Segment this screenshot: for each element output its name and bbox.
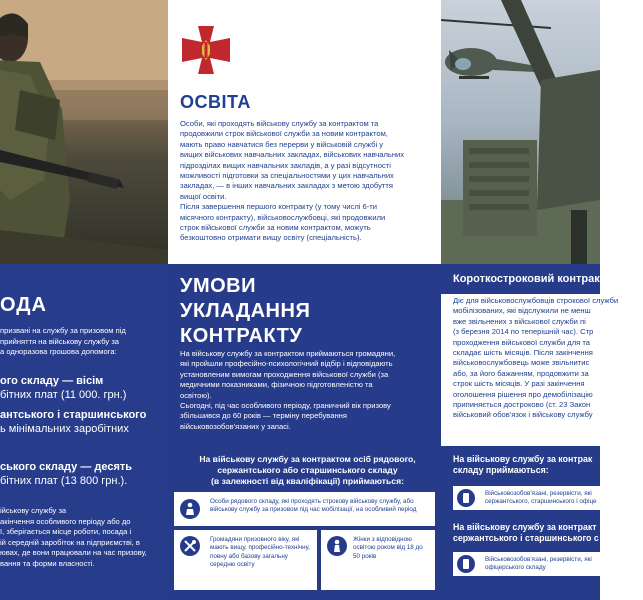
- soldier-icon: [180, 499, 200, 519]
- payment-amount-privates: ого складу — вісім бітних плат (11 000. грн.): [0, 375, 127, 401]
- education-section: [168, 0, 441, 264]
- eligibility-item-1: Військовозобов'язані, резервісти, які сержантського, старшинського і офіце: [453, 486, 612, 510]
- payment-intro: призвані на службу за призовом під прийняття на військову службу за а одноразова грошова допомога:: [0, 326, 126, 357]
- payment-amount-officers: ського складу — десять бітних плат (13 800 грн.).: [0, 461, 133, 487]
- soldier-photo: [0, 0, 168, 264]
- payment-footer-text: ійськову службу за акінчення особливого періоду або до ї, зберігається місце роботи, посада і ій середній заробіток на підприємстві, в ювах, де вони працювали на час призову, вання та форми власності.: [0, 506, 147, 568]
- tools-icon: [180, 536, 200, 556]
- conditions-text: На військову службу за контрактом приймаються громадяни, які пройшли професійно-психологічний відбір і відповідають установленим вимогам проходження військової служби (за медичними показниками, фізичною підготовленістю та освітою). Сьогодні, під час особливого періоду, граничний вік призову збільшився до 60 років — терміну перебування військовозобов'язаних у запасі.: [180, 349, 396, 431]
- payment-title: ОДА: [0, 294, 47, 316]
- condition-card-privates: Особи рядового складу, які проходять строкову військову службу, або військову службу за призовом під час мобілізації, на особливий період: [174, 492, 435, 526]
- conditions-title: УМОВИ УКЛАДАННЯ КОНТРАКТУ: [180, 275, 311, 347]
- military-emblem-icon: [180, 24, 232, 76]
- short-term-header: Короткостроковий контракт: [441, 264, 600, 294]
- education-text: Особи, які проходять військову службу за контрактом та продовжили строк військової служби за новим контрактом, мають право навчатися без перерви у військовій службі у вищих військових навчальних закладах, військових навчальних підрозділах вищих навчальних закладів, а у разі відсутності можливості підготовки за спеціальностями у цих навчальних закладах, — в інших навчальних закладах з метою здобуття вищої освіти. Після завершення першого контракту (у тому числі 6-ти місячного контракту), військовослужбовці, які продовжили строк військової служби за новим контрактом, можуть безкоштовно отримати вищу освіту (спеціальність).: [180, 119, 405, 243]
- condition-card-conscripts: Громадяни призовного віку, які мають вищу, професійно-технічну, повну або базову загальну середню освіту: [174, 530, 317, 590]
- eligibility-item-2: Військовозобов'язані, резервісти, які офіцерського складу: [453, 552, 612, 576]
- payment-amount-sergeants: антського і старшинського ь мінімальних заробітних: [0, 409, 147, 435]
- short-term-eligibility: [441, 446, 600, 600]
- education-title: ОСВІТА: [180, 92, 251, 112]
- eligibility-heading-2: На військову службу за контракт сержантського і старшинського с: [453, 522, 599, 543]
- conditions-subtitle: На військову службу за контрактом осіб рядового, сержантського або старшинського складу (в залежності від кваліфікації) приймаються:: [199, 454, 416, 486]
- id-card-icon: [457, 555, 475, 573]
- eligibility-heading-1: На військову службу за контрак складу приймаються:: [453, 454, 593, 475]
- condition-card-women: Жінки з відповідною освітою роком від 18 до 50 років: [321, 530, 435, 590]
- woman-icon: [327, 536, 347, 556]
- id-card-icon: [457, 489, 475, 507]
- one-time-payment-panel: [0, 264, 168, 600]
- helicopter-photo: [441, 0, 600, 264]
- short-term-text: Діє для військовослужбовців строкової служби мобілізованих, які відслужили не менш вже звільнених з військової служби пі (з березня 2014 по теперішній час). Стр проходження військової служби для та складає шість місяців. Після закінчення військовослужбовець може звільнитис або, за його бажанням, продовжити за строк шість місяців. У разі закінчення оголошення рішення про демобілізацію припиняється достроково (ст. 23 Закон військовий обов'язок і військову службу: [453, 296, 619, 420]
- short-term-contract-section: [441, 264, 619, 600]
- contract-conditions-section: [168, 264, 441, 600]
